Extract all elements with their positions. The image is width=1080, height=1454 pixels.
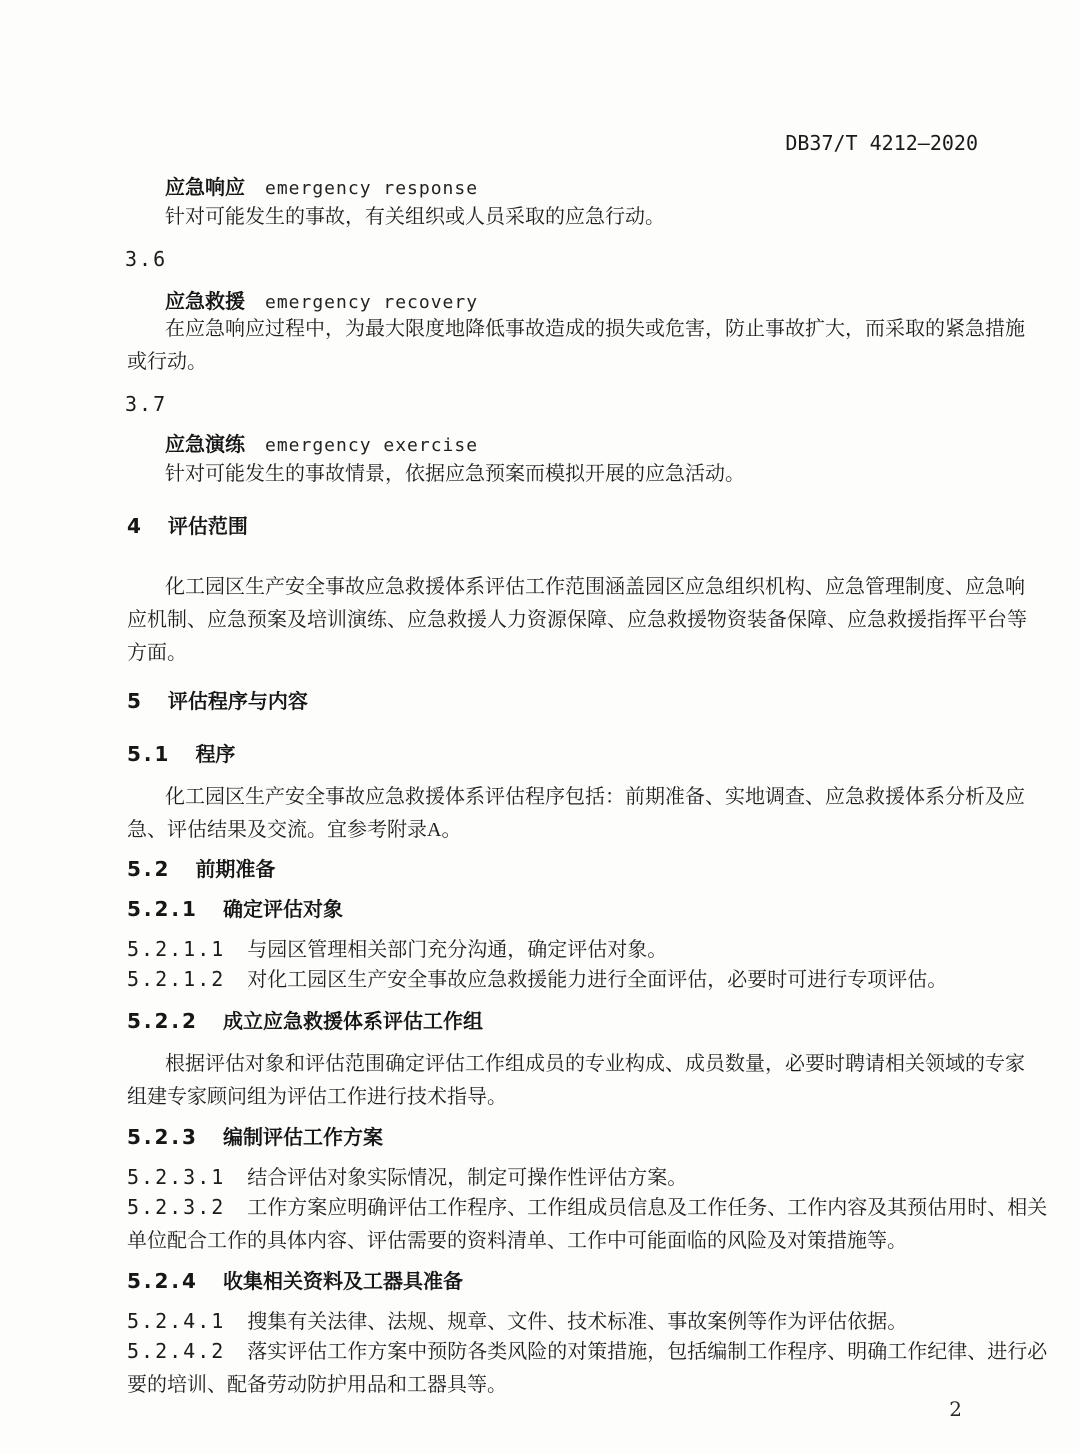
paragraph-line: 组建专家顾问组为评估工作进行技术指导。 <box>127 1086 507 1108</box>
section-number: 5 <box>127 689 144 713</box>
term-definition: 针对可能发生的事故，有关组织或人员采取的应急行动。 <box>165 206 665 228</box>
section-number: 5.2.3 <box>127 1125 199 1149</box>
section-number: 5.1 <box>127 742 172 766</box>
term-en: emergency exercise <box>265 435 479 456</box>
item-number: 5.2.3.1 <box>127 1165 226 1189</box>
section-title: 确定评估对象 <box>222 897 343 921</box>
item-text: 工作方案应明确评估工作程序、工作组成员信息及工作任务、工作内容及其预估用时、相关 <box>247 1197 1048 1219</box>
clause-item <box>127 1191 1047 1258</box>
term-definition <box>127 313 1025 379</box>
section-heading <box>127 853 275 886</box>
section-heading <box>127 685 308 718</box>
clause-item <box>127 1305 907 1339</box>
paragraph-line: 化工园区生产安全事故应急救援体系评估程序包括：前期准备、实地调查、应急救援体系分析及应 <box>165 786 1025 808</box>
section-paragraph <box>127 1048 1025 1114</box>
section-heading <box>127 893 343 926</box>
item-number: 5.2.4.2 <box>127 1339 226 1363</box>
item-text: 与园区管理相关部门充分沟通，确定评估对象。 <box>247 939 668 961</box>
definition-line: 或行动。 <box>127 351 207 373</box>
section-title: 评估程序与内容 <box>167 689 308 713</box>
term-en: emergency response <box>265 178 479 199</box>
paragraph-line: 根据评估对象和评估范围确定评估工作组成员的专业构成、成员数量，必要时聘请相关领域的专家 <box>165 1053 1025 1075</box>
item-text: 结合评估对象实际情况，制定可操作性评估方案。 <box>247 1167 688 1189</box>
page-number: 2 <box>949 1397 962 1421</box>
term-en: emergency recovery <box>265 292 479 313</box>
section-heading <box>127 1005 483 1038</box>
section-number: 5.2.2 <box>127 1009 199 1033</box>
item-number: 5.2.4.1 <box>127 1309 226 1333</box>
item-text: 单位配合工作的具体内容、评估需要的资料清单、工作中可能面临的风险及对策措施等。 <box>127 1230 907 1252</box>
clause-item <box>127 1335 1047 1402</box>
term-zh: 应急演练 <box>165 432 245 456</box>
paragraph-line: 应机制、应急预案及培训演练、应急救援人力资源保障、应急救援物资装备保障、应急救援指挥平台等 <box>127 609 1027 631</box>
doc-code-header: DB37/T 4212—2020 <box>785 131 978 155</box>
section-paragraph <box>127 571 1027 670</box>
section-heading <box>127 1265 463 1298</box>
item-number: 5.2.1.2 <box>127 967 226 991</box>
paragraph-line: 化工园区生产安全事故应急救援体系评估工作范围涵盖园区应急组织机构、应急管理制度、应急响 <box>165 576 1025 598</box>
section-heading <box>127 738 235 771</box>
section-title: 成立应急救援体系评估工作组 <box>222 1009 483 1033</box>
term-zh: 应急救援 <box>165 289 245 313</box>
term-definition: 针对可能发生的事故情景，依据应急预案而模拟开展的应急活动。 <box>165 463 745 485</box>
item-text: 要的培训、配备劳动防护用品和工器具等。 <box>127 1374 507 1396</box>
clause-item <box>127 963 947 997</box>
clause-item <box>127 1161 687 1195</box>
item-number: 5.2.3.2 <box>127 1195 226 1219</box>
paragraph-line: 急、评估结果及交流。宜参考附录A。 <box>127 819 462 841</box>
paragraph-line: 方面。 <box>127 642 187 664</box>
section-heading <box>127 510 248 543</box>
clause-number: 3.7 <box>125 392 168 416</box>
section-title: 收集相关资料及工器具准备 <box>222 1269 463 1293</box>
section-title: 前期准备 <box>195 857 276 881</box>
section-title: 评估范围 <box>167 514 248 538</box>
section-title: 程序 <box>195 742 236 766</box>
section-number: 5.2.4 <box>127 1269 199 1293</box>
section-number: 5.2 <box>127 857 172 881</box>
definition-line: 在应急响应过程中，为最大限度地降低事故造成的损失或危害，防止事故扩大，而采取的紧急措施 <box>165 318 1025 340</box>
item-text: 搜集有关法律、法规、规章、文件、技术标准、事故案例等作为评估依据。 <box>247 1311 908 1333</box>
item-text: 落实评估工作方案中预防各类风险的对策措施，包括编制工作程序、明确工作纪律、进行必 <box>247 1341 1048 1363</box>
item-text: 对化工园区生产安全事故应急救援能力进行全面评估，必要时可进行专项评估。 <box>247 969 948 991</box>
term-zh: 应急响应 <box>165 175 245 199</box>
item-number: 5.2.1.1 <box>127 937 226 961</box>
section-heading <box>127 1121 383 1154</box>
section-number: 5.2.1 <box>127 897 199 921</box>
section-paragraph <box>127 781 1025 847</box>
section-number: 4 <box>127 514 144 538</box>
clause-item <box>127 933 667 967</box>
clause-number: 3.6 <box>125 247 168 271</box>
section-title: 编制评估工作方案 <box>222 1125 383 1149</box>
